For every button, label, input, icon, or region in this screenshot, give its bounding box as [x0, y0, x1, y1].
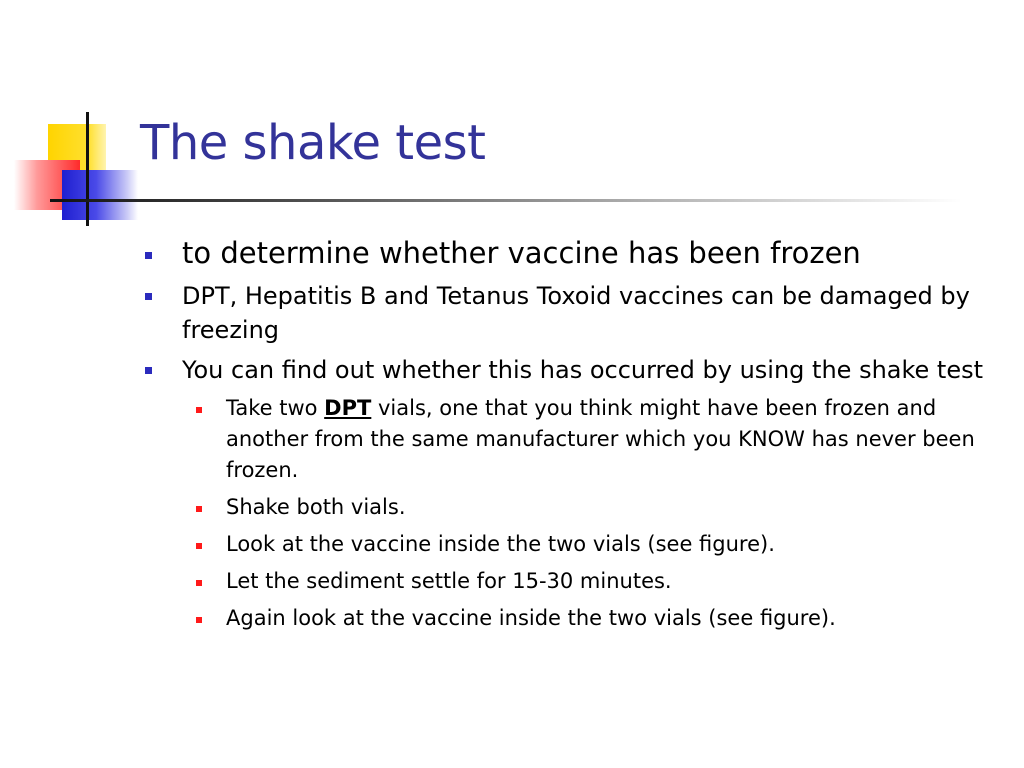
- dpt-emphasis: DPT: [324, 396, 372, 420]
- decorative-logo-graphic: [0, 0, 140, 240]
- square-bullet-icon: [145, 367, 152, 374]
- slide-title: The shake test: [140, 115, 486, 171]
- small-square-bullet-icon: [196, 580, 202, 586]
- title-underline: [50, 199, 962, 202]
- sub-bullet-item: [140, 393, 990, 486]
- sub-bullet-item: [140, 492, 990, 523]
- slide-body: [140, 234, 990, 640]
- sub-bullet-list: [140, 393, 990, 634]
- sub-bullet-text: Look at the vaccine inside the two vials (see figure).: [226, 532, 775, 556]
- bullet-text: DPT, Hepatitis B and Tetanus Toxoid vaccines can be damaged by freezing: [182, 282, 970, 344]
- sub-bullet-item: [140, 529, 990, 560]
- small-square-bullet-icon: [196, 543, 202, 549]
- bullet-item: [140, 353, 990, 387]
- bullet-list: [140, 234, 990, 387]
- sub-bullet-suffix: vials, one that you think might have been frozen and another from the same manufacturer which you KNOW has never been frozen.: [226, 396, 975, 482]
- blue-square: [62, 170, 138, 220]
- bullet-item: [140, 279, 990, 347]
- vertical-rule: [86, 112, 89, 226]
- sub-bullet-text: Shake both vials.: [226, 495, 406, 519]
- sub-bullet-text: Again look at the vaccine inside the two vials (see figure).: [226, 606, 836, 630]
- sub-bullet-text: Let the sediment settle for 15-30 minutes.: [226, 569, 672, 593]
- square-bullet-icon: [145, 293, 152, 300]
- bullet-text: You can find out whether this has occurred by using the shake test: [182, 356, 984, 384]
- sub-bullet-item: [140, 566, 990, 597]
- sub-bullet-item: [140, 603, 990, 634]
- sub-bullet-prefix: Take two: [226, 396, 325, 420]
- bullet-text: to determine whether vaccine has been frozen: [182, 236, 861, 270]
- bullet-item: [140, 234, 990, 272]
- small-square-bullet-icon: [196, 407, 202, 413]
- small-square-bullet-icon: [196, 617, 202, 623]
- small-square-bullet-icon: [196, 506, 202, 512]
- square-bullet-icon: [145, 252, 152, 259]
